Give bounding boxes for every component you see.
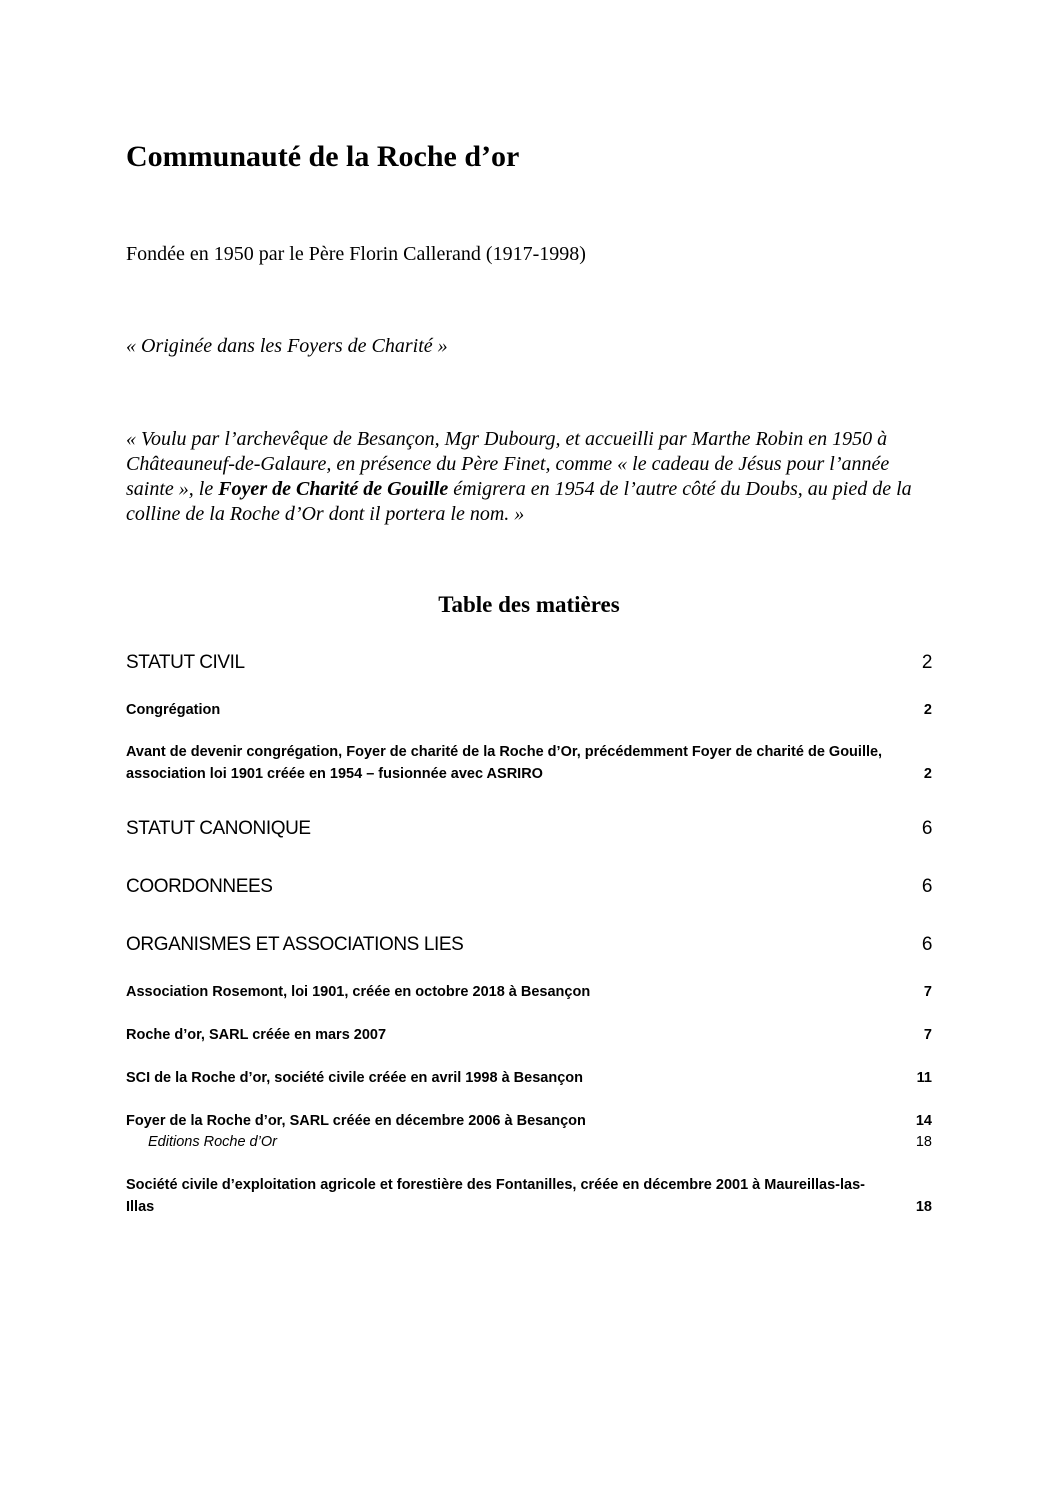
- toc-entry-congregation[interactable]: [126, 699, 932, 721]
- toc-entry-editions-roche-dor[interactable]: [126, 1132, 932, 1152]
- toc-entry-organismes[interactable]: [126, 934, 932, 956]
- toc-entry-sci-roche-dor[interactable]: [126, 1067, 932, 1089]
- toc-entry-roche-dor-sarl[interactable]: [126, 1024, 932, 1046]
- toc-entry-label: Congrégation: [126, 702, 221, 718]
- toc-entry-label: Avant de devenir congrégation, Foyer de charité de la Roche d’Or, précédemment Foyer de charité de Gouille, association loi 1901 créée en 1954 – fusionnée avec ASRIRO: [126, 744, 883, 782]
- toc-entry-label: COORDONNEES: [126, 876, 273, 897]
- toc-entry-label: Editions Roche d’Or: [148, 1134, 277, 1150]
- toc-entry-label: STATUT CIVIL: [126, 652, 245, 673]
- toc-entry-page: 7: [923, 984, 932, 1000]
- toc-entry-page: 6: [921, 934, 932, 955]
- founding-line: Fondée en 1950 par le Père Florin Callerand (1917-1998): [126, 243, 586, 265]
- toc-entry-page: 6: [921, 818, 932, 839]
- toc-entry-label: Foyer de la Roche d’or, SARL créée en décembre 2006 à Besançon: [126, 1113, 586, 1129]
- toc-entry-page: 2: [923, 766, 932, 782]
- toc-entry-page: 14: [915, 1113, 932, 1129]
- toc-entry-page: 18: [915, 1199, 932, 1215]
- toc-entry-label: Société civile d’exploitation agricole et forestière des Fontanilles, créée en décembre 2001 à Maureillas-las-Illas: [126, 1177, 865, 1215]
- toc-entry-statut-canonique[interactable]: [126, 818, 932, 840]
- history-quote: [126, 427, 936, 527]
- document-title: Communauté de la Roche d’or: [126, 140, 520, 173]
- toc-entry-fontanilles[interactable]: [126, 1174, 932, 1218]
- toc-entry-coordonnees[interactable]: [126, 876, 932, 898]
- origin-quote: « Originée dans les Foyers de Charité »: [126, 335, 448, 357]
- toc-entry-page: 18: [915, 1134, 932, 1150]
- toc-entry-foyer-roche-dor-sarl[interactable]: [126, 1110, 932, 1132]
- toc-entry-label: Roche d’or, SARL créée en mars 2007: [126, 1027, 387, 1043]
- toc-entry-label: STATUT CANONIQUE: [126, 818, 311, 839]
- toc-entry-foyer-gouille[interactable]: [126, 741, 932, 785]
- toc-entry-label: SCI de la Roche d’or, société civile créée en avril 1998 à Besançon: [126, 1070, 583, 1086]
- toc-entry-statut-civil[interactable]: [126, 652, 932, 674]
- toc-entry-label: ORGANISMES ET ASSOCIATIONS LIES: [126, 934, 464, 955]
- toc-entry-page: 2: [923, 702, 932, 718]
- history-quote-end: émigrera en 1954 de l’autre côté du Doubs, au pied de la colline de la Roche d’Or dont il portera le nom. »: [126, 478, 912, 525]
- toc-entry-association-rosemont[interactable]: [126, 981, 932, 1003]
- toc-entry-page: 2: [921, 652, 932, 673]
- toc-entry-page: 6: [921, 876, 932, 897]
- toc-entry-label: Association Rosemont, loi 1901, créée en octobre 2018 à Besançon: [126, 984, 591, 1000]
- history-quote-highlight: Foyer de Charité de Gouille: [218, 478, 449, 500]
- toc-entry-page: 11: [916, 1070, 932, 1086]
- history-quote-start: « Voulu par l’archevêque de Besançon, Mgr Dubourg, et accueilli par Marthe Robin en 1950 à Châteauneuf-de-Galaure, en présence du Père Finet, comme « le cadeau de Jésus pour l’année sainte », le: [126, 428, 890, 500]
- toc-title: Table des matières: [438, 592, 620, 617]
- toc-entry-page: 7: [923, 1027, 932, 1043]
